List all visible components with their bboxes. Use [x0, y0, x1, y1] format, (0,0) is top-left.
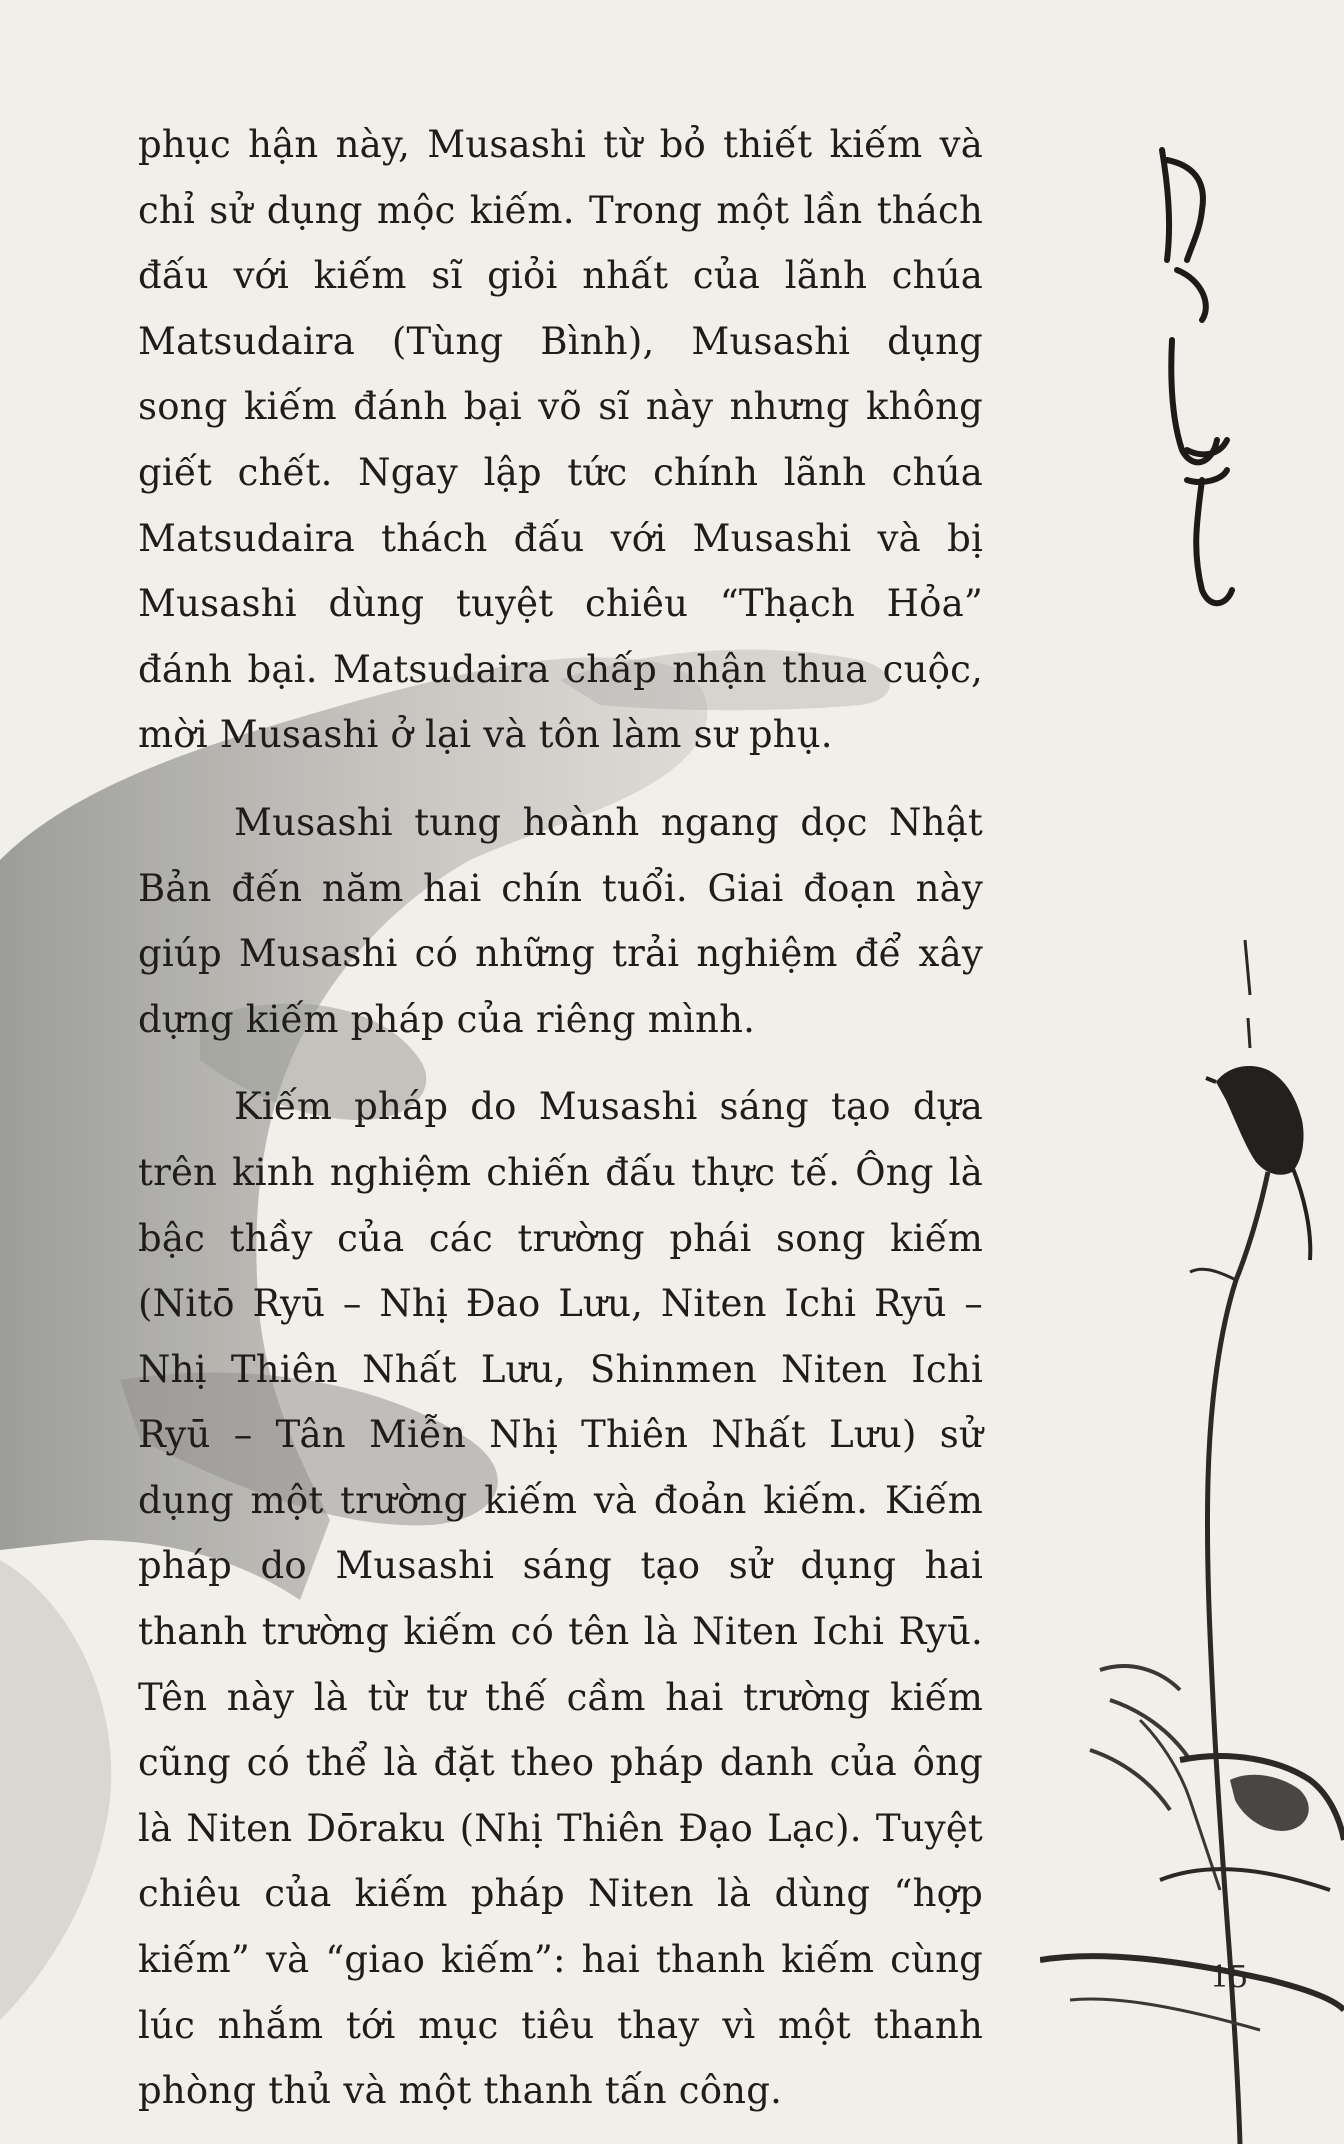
- bird-on-branch-illustration: [1040, 900, 1344, 2144]
- paragraph: Kiếm pháp do Musashi sáng tạo dựa trên kinh nghiệm chiến đấu thực tế. Ông là bậc thầy của các trường phái song kiếm (Nitō Ryū – Nhị Đao Lưu, Niten Ichi Ryū – Nhị Thiên Nhất Lưu, Shinmen Niten Ichi Ryū – Tân Miễn Nhị Thiên Nhất Lưu) sử dụng một trường kiếm và đoản kiếm. Kiếm pháp do Musashi sáng tạo sử dụng hai thanh trường kiếm có tên là Niten Ichi Ryū. Tên này là từ tư thế cầm hai trường kiếm cũng có thể là đặt theo pháp danh của ông là Niten Dōraku (Nhị Thiên Đạo Lạc). Tuyệt chiêu của kiếm pháp Niten là dùng “hợp kiếm” và “giao kiếm”: hai thanh kiếm cùng lúc nhắm tới mục tiêu thay vì một thanh phòng thủ và một thanh tấn công.: [138, 1085, 983, 2113]
- running-title: [1132, 120, 1252, 640]
- page-number: 15: [1210, 1960, 1249, 1995]
- body-text: [138, 112, 983, 2124]
- paragraph: phục hận này, Musashi từ bỏ thiết kiếm và chỉ sử dụng mộc kiếm. Trong một lần thách đấu với kiếm sĩ giỏi nhất của lãnh chúa Matsudaira (Tùng Bình), Musashi dụng song kiếm đánh bại võ sĩ này nhưng không giết chết. Ngay lập tức chính lãnh chúa Matsudaira thách đấu với Musashi và bị Musashi dùng tuyệt chiêu “Thạch Hỏa” đánh bại. Matsudaira chấp nhận thua cuộc, mời Musashi ở lại và tôn làm sư phụ.: [138, 123, 983, 757]
- paragraph: Musashi tung hoành ngang dọc Nhật Bản đến năm hai chín tuổi. Giai đoạn này giúp Musashi có những trải nghiệm để xây dựng kiếm pháp của riêng mình.: [138, 800, 983, 1041]
